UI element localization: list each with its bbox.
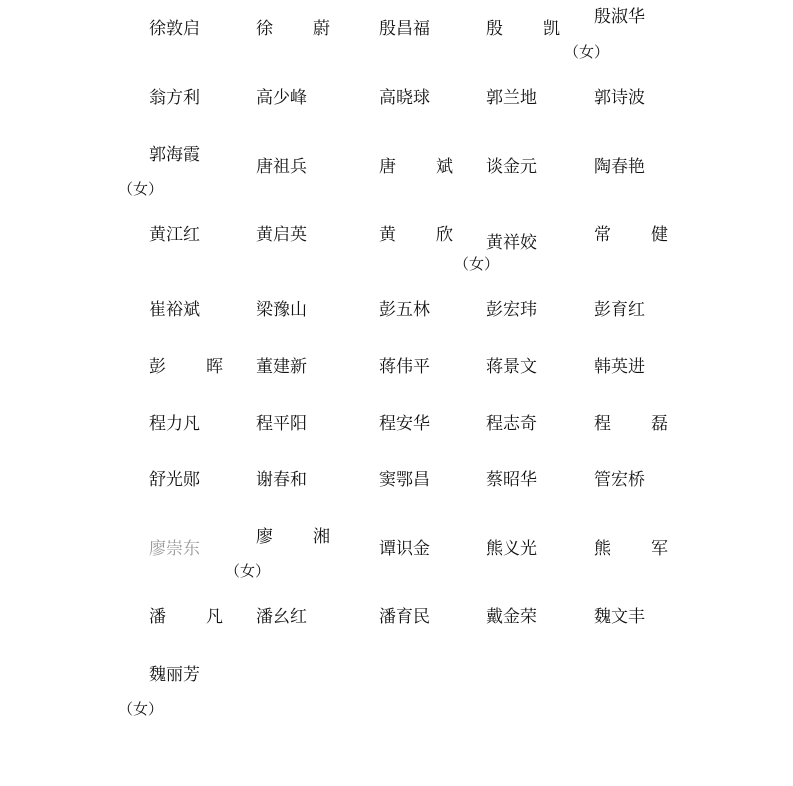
name-entry: 高晓球 (379, 88, 430, 108)
name-entry: 管宏桥 (594, 470, 645, 490)
name-entry: 唐 斌 (379, 157, 453, 177)
name-entry: 窦鄂昌 (379, 470, 430, 490)
gender-note: （女） (454, 255, 500, 273)
name-entry: 谭识金 (379, 539, 430, 559)
name-entry: 魏文丰 (594, 607, 645, 627)
name-entry: 徐 蔚 (256, 19, 330, 39)
name-entry: 魏丽芳 (149, 665, 200, 685)
name-entry: 彭育红 (594, 300, 645, 320)
name-entry: 谈金元 (486, 157, 537, 177)
name-entry: 韩英进 (594, 357, 645, 377)
name-entry: 彭宏玮 (486, 300, 537, 320)
name-entry: 郭海霞 (149, 145, 200, 165)
name-entry: 董建新 (256, 357, 307, 377)
name-entry: 徐敦启 (149, 19, 200, 39)
name-entry: 彭 晖 (149, 357, 223, 377)
name-entry: 程志奇 (486, 414, 537, 434)
name-entry: 殷淑华 (594, 7, 645, 27)
name-entry: 彭五林 (379, 300, 430, 320)
name-entry: 戴金荣 (486, 607, 537, 627)
name-entry: 翁方利 (149, 88, 200, 108)
name-entry: 黄启英 (256, 225, 307, 245)
name-entry: 熊 军 (594, 539, 668, 559)
gender-note: （女） (225, 562, 271, 580)
name-entry: 唐祖兵 (256, 157, 307, 177)
name-entry: 郭兰地 (486, 88, 537, 108)
name-entry: 郭诗波 (594, 88, 645, 108)
name-entry: 廖 湘 (256, 527, 330, 547)
gender-note: （女） (564, 43, 610, 61)
name-entry: 程 磊 (594, 414, 668, 434)
gender-note: （女） (118, 180, 164, 198)
name-entry: 常 健 (594, 225, 668, 245)
name-entry: 潘幺红 (256, 607, 307, 627)
name-entry: 潘 凡 (149, 607, 223, 627)
name-entry: 程力凡 (149, 414, 200, 434)
name-entry: 蒋伟平 (379, 357, 430, 377)
gender-note: （女） (118, 700, 164, 718)
name-entry: 黄江红 (149, 225, 200, 245)
name-entry: 舒光郧 (149, 470, 200, 490)
name-entry: 崔裕斌 (149, 300, 200, 320)
name-entry: 殷昌福 (379, 19, 430, 39)
name-entry: 蔡昭华 (486, 470, 537, 490)
name-entry: 廖崇东 (149, 539, 200, 559)
name-entry: 谢春和 (256, 470, 307, 490)
name-entry: 黄祥姣 (486, 233, 537, 253)
name-entry: 蒋景文 (486, 357, 537, 377)
name-entry: 梁豫山 (256, 300, 307, 320)
name-entry: 陶春艳 (594, 157, 645, 177)
name-entry: 程安华 (379, 414, 430, 434)
name-entry: 潘育民 (379, 607, 430, 627)
name-entry: 黄 欣 (379, 225, 453, 245)
name-entry: 熊义光 (486, 539, 537, 559)
name-entry: 殷 凯 (486, 19, 560, 39)
name-entry: 高少峰 (256, 88, 307, 108)
name-entry: 程平阳 (256, 414, 307, 434)
